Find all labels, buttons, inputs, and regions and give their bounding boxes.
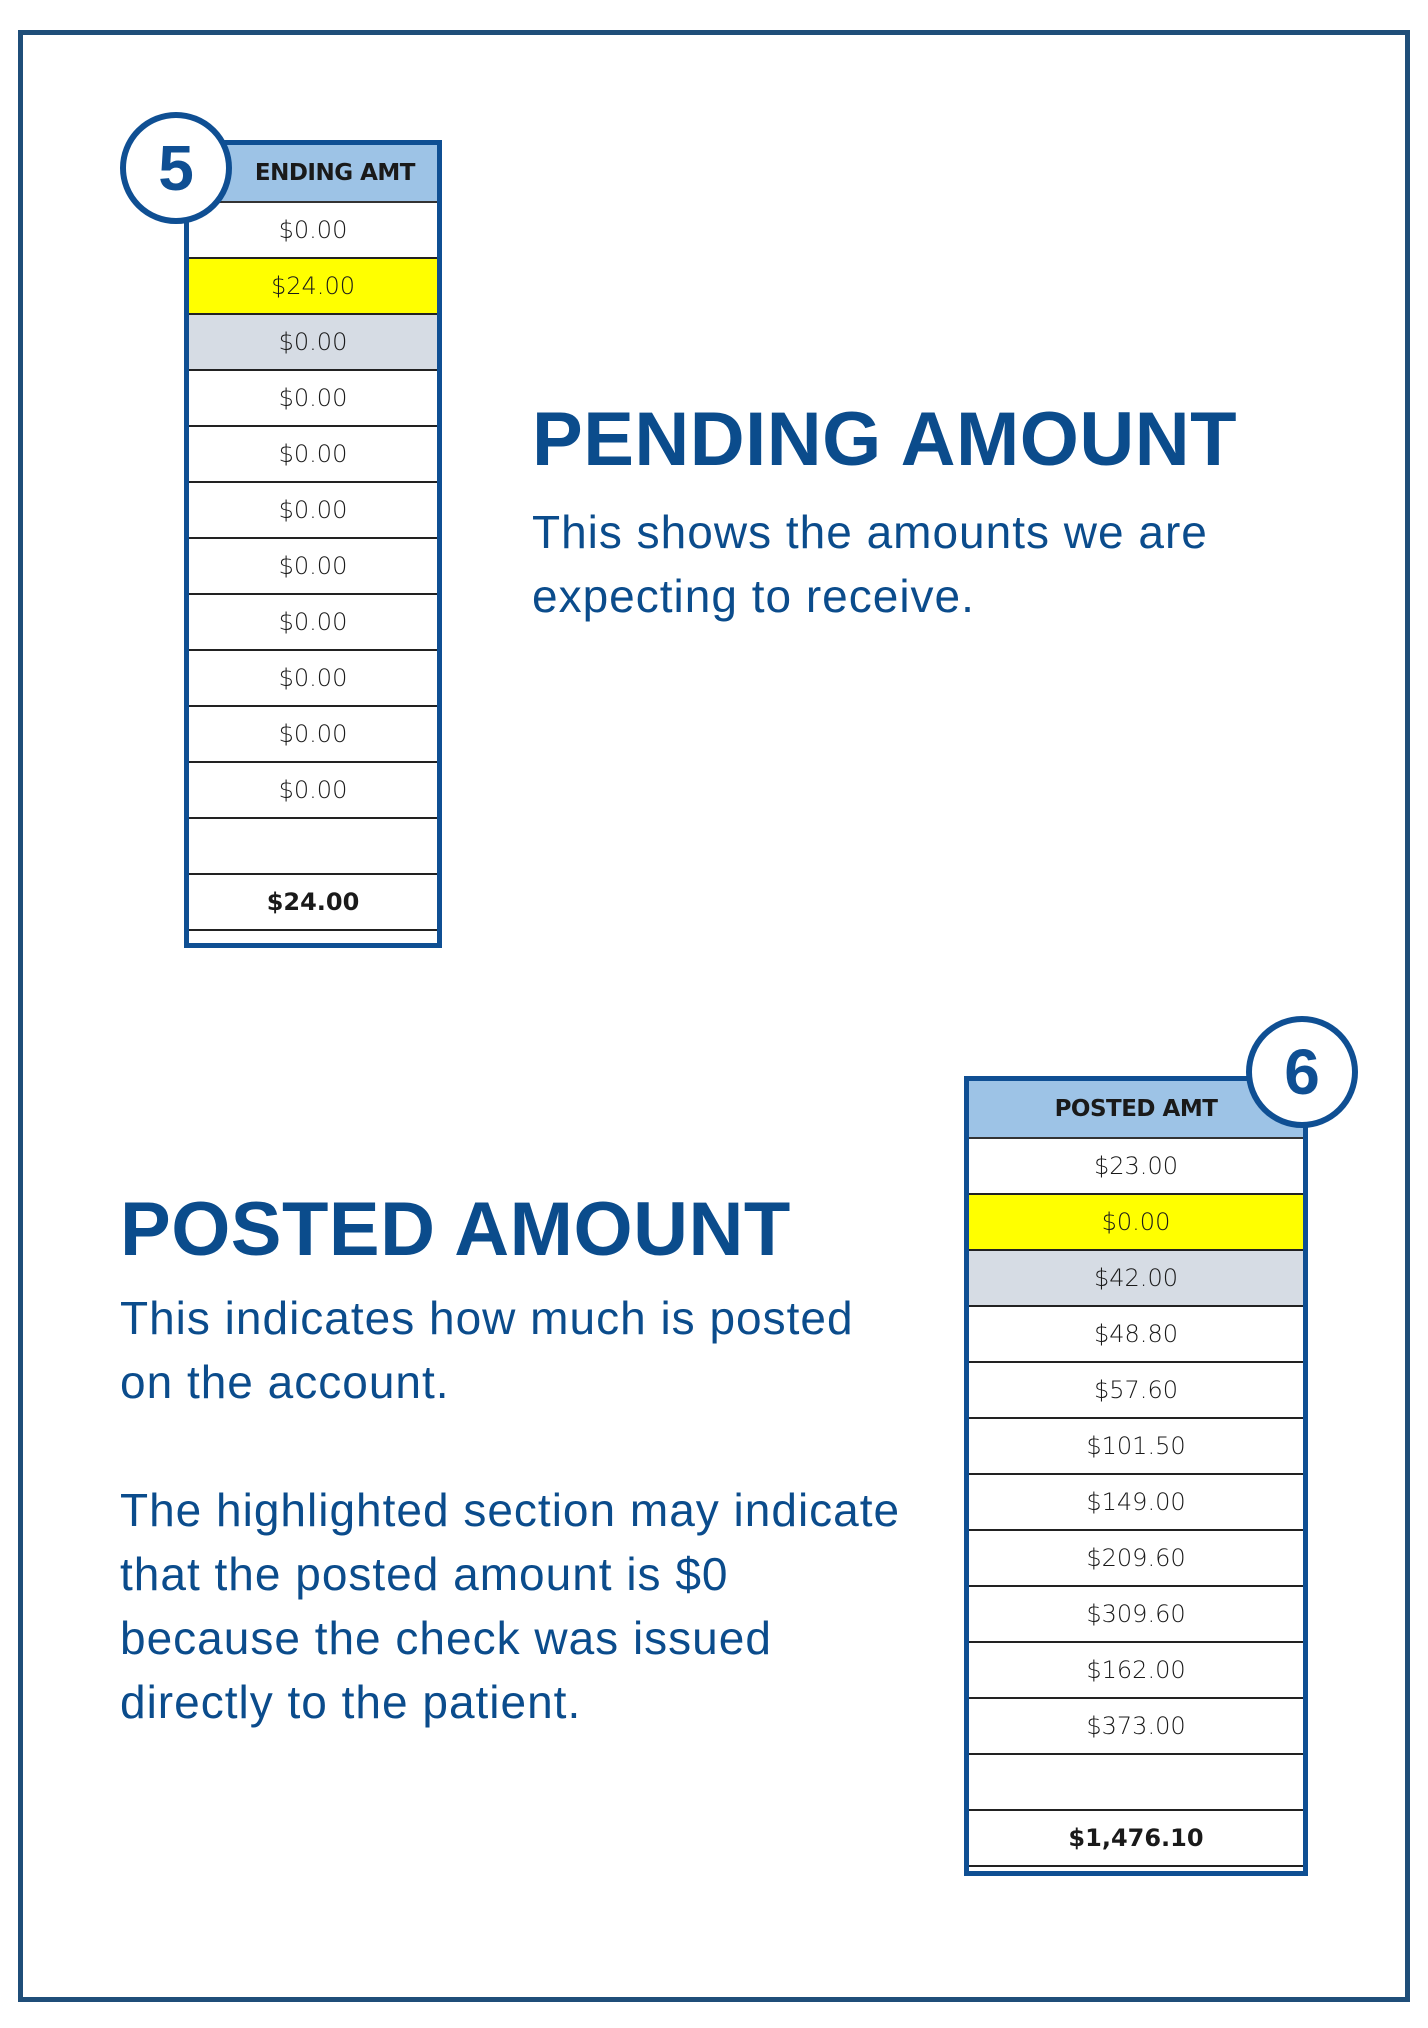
table-cell: $0.00	[189, 651, 437, 707]
highlighted-cell: $0.00	[969, 1195, 1303, 1251]
step-badge-5: 5	[120, 112, 232, 224]
table-cell: $209.60	[969, 1531, 1303, 1587]
table-cell: $373.00	[969, 1699, 1303, 1755]
pending-amount-table	[184, 140, 442, 948]
table-cell: $0.00	[189, 595, 437, 651]
pending-table-header: ENDING AMT	[189, 145, 437, 203]
table-cell: $0.00	[189, 539, 437, 595]
table-cell: $0.00	[189, 707, 437, 763]
table-cell: $149.00	[969, 1475, 1303, 1531]
table-cell: $23.00	[969, 1139, 1303, 1195]
table-cell: $48.80	[969, 1307, 1303, 1363]
highlighted-cell: $24.00	[189, 259, 437, 315]
table-cell: $0.00	[189, 371, 437, 427]
table-cell: $42.00	[969, 1251, 1303, 1307]
table-tail	[189, 931, 437, 939]
table-cell: $0.00	[189, 203, 437, 259]
posted-total-cell: $1,476.10	[969, 1811, 1303, 1867]
posted-amount-table	[964, 1076, 1308, 1876]
step-badge-6: 6	[1246, 1016, 1358, 1128]
pending-amount-description: This shows the amounts we are expecting to receive.	[532, 506, 1208, 622]
table-cell: $309.60	[969, 1587, 1303, 1643]
table-cell: $0.00	[189, 315, 437, 371]
table-cell-empty	[189, 819, 437, 875]
posted-amount-description: This indicates how much is posted on the account.	[120, 1292, 854, 1408]
table-cell-empty	[969, 1755, 1303, 1811]
table-cell: $162.00	[969, 1643, 1303, 1699]
table-cell: $101.50	[969, 1419, 1303, 1475]
table-cell: $0.00	[189, 483, 437, 539]
posted-table-header: POSTED AMT	[969, 1081, 1303, 1139]
posted-amount-note: The highlighted section may indicate that the posted amount is $0 because the check was issued directly to the patient.	[120, 1484, 901, 1728]
posted-amount-heading: POSTED AMOUNT	[120, 1187, 791, 1272]
pending-total-cell: $24.00	[189, 875, 437, 931]
table-cell: $57.60	[969, 1363, 1303, 1419]
table-cell: $0.00	[189, 763, 437, 819]
pending-amount-heading: PENDING AMOUNT	[532, 397, 1238, 482]
table-cell: $0.00	[189, 427, 437, 483]
